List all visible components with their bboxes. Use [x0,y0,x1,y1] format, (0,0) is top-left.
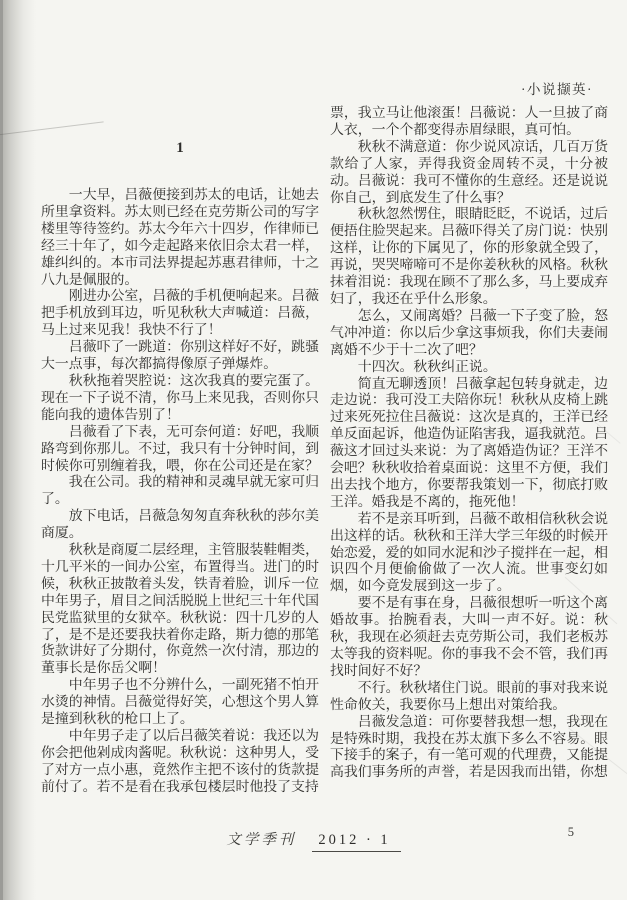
paragraph: 中年男子也不分辨什么，一副死猪不怕开水烫的神情。吕薇觉得好笑，心想这个男人算是撞到秋秋的枪口上了。 [41,678,319,728]
paragraph: 吕薇看了下表，无可奈何道：好吧，我顺路弯到你那儿。不过，我只有十分钟时间，到时候你可别缠着我，喂，你在公司还是在家？ [41,424,319,474]
right-text-column [330,106,608,782]
journal-title: 文学季刊 [226,832,297,848]
paragraph: 放下电话，吕薇急匆匆直奔秋秋的莎尔美商厦。 [41,509,319,542]
paragraph: 刚进办公室，吕薇的手机便响起来。吕薇把手机放到耳边，听见秋秋大声喊道：吕薇，马上过来见我！我快不行了！ [41,289,319,339]
paragraph: 我在公司。我的精神和灵魂早就无家可归了。 [41,475,319,508]
paragraph: 秋秋不满意道：你少说风凉话，几百万货款给了人家，弄得我资金周转不灵，十分被动。吕薇说：我可不懂你的生意经。还是说说你自己，到底发生了什么事？ [330,139,608,206]
page-number: 5 [567,825,574,839]
paragraph: 中年男子走了以后吕薇笑着说：我还以为你会把他剁成肉酱呢。秋秋说：这种男人，受了对方一点小惠，竟然作主把不该付的货款提前付了。若不是看在我承包楼层时他投了支持 [41,729,319,795]
paragraph: 不行。秋秋堵住门说。眼前的事对我来说性命攸关，我要你马上想出对策给我。 [330,680,608,713]
scan-edge-shadow [0,0,36,900]
paragraph: 若不是亲耳听到，吕薇不敢相信秋秋会说出这样的话。秋秋和王洋大学三年级的时候开始恋爱，爱的如同水泥和沙子搅拌在一起，相识四个月便偷偷做了一次人流。世事变幻如烟，如今竟发展到这一步了。 [330,511,608,595]
paragraph: 秋秋是商厦二层经理，主管服装鞋帽类，十几平米的一间办公室，布置得当。进门的时候，秋秋正披散着头发，铁青着脸，训斥一位中年男子，眉目之间活脱脱上世纪三十年代国民党监狱里的女狱卒。秋秋说：四十几岁的人了，是不是还要我扶着你走路，斯力德的那笔货款讲好了分期付，你竟然一次付清，那边的董事长是你岳父啊！ [41,543,319,677]
paragraph: 一大早，吕薇便接到苏太的电话，让她去所里拿资料。苏太则已经在克劳斯公司的写字楼里等待签约。苏太今年六十四岁，作律师已经三十年了，如今走起路来依旧佘太君一样，雄纠纠的。本市司法界提起苏惠君律师，十之八九是佩服的。 [41,188,319,288]
paragraph: 怎么，又闹离婚？吕薇一下子变了脸，怒气冲冲道：你以后少拿这事烦我，你们夫妻闹离婚不少于十二次了吧？ [330,308,608,358]
paragraph-continuation: 票，我立马让他滚蛋！吕薇说：人一旦披了商人衣，一个个都变得赤眉绿眼，真可怕。 [330,106,608,138]
issue-number: 2012 · 1 [312,832,400,852]
paragraph: 秋秋忽然愣住，眼睛眨眨，不说话，过后便捂住脸哭起来。吕薇吓得关了房门说：快别这样，让你的下属见了，你的形象就全毁了，再说，哭哭啼啼可不是你姜秋秋的风格。秋秋抹着泪说：我现在顾不了那么多，马上要成弃妇了，我还在乎什么形象。 [330,207,608,307]
page-footer [0,828,627,852]
scan-scratch-mark [0,121,104,135]
left-text-column [41,140,319,797]
scan-edge-line [0,0,3,900]
paragraph: 秋秋拖着哭腔说：这次我真的要完蛋了。现在一下子说不清，你马上来见我，否则你只能向我的遗体告别了！ [41,373,319,423]
paragraph: 十四次。秋秋纠正说。 [357,359,497,375]
paragraph: 吕薇发急道：可你要替我想一想，我现在是特殊时期，我投在苏太旗下多么不容易。眼下接手的案子，有一笔可观的代理费，又能提高我们事务所的声誉，若是因我而出错，你想 [330,714,608,781]
paragraph: 要不是有事在身，吕薇很想听一听这个离婚故事。抬腕看表，大叫一声不好。说：秋秋，我现在必须赶去克劳斯公司，我们老板苏太等我的资料呢。你的事我不会不管，我们再找时间好不好？ [330,596,608,679]
paragraph: 简直无聊透顶！吕薇拿起包转身就走，边走边说：我可没工夫陪你玩！秋秋从皮椅上跳过来死死拉住吕薇说：这次是真的，王洋已经单反面起诉，他造伪证陷害我，逼我就范。吕薇这才回过头来说：为了离婚造伪证？王洋不会吧？秋秋收拾着桌面说：这里不方便，我们出去找个地方，你要帮我策划一下，彻底打败王洋。婚我是不离的，拖死他！ [330,376,608,510]
paragraph: 吕薇吓了一跳道：你别这样好不好，跳骚大一点事，每次都搞得像原子弹爆炸。 [41,340,319,373]
section-header: ·小说撷英· [521,82,593,97]
chapter-number: 1 [176,140,184,156]
